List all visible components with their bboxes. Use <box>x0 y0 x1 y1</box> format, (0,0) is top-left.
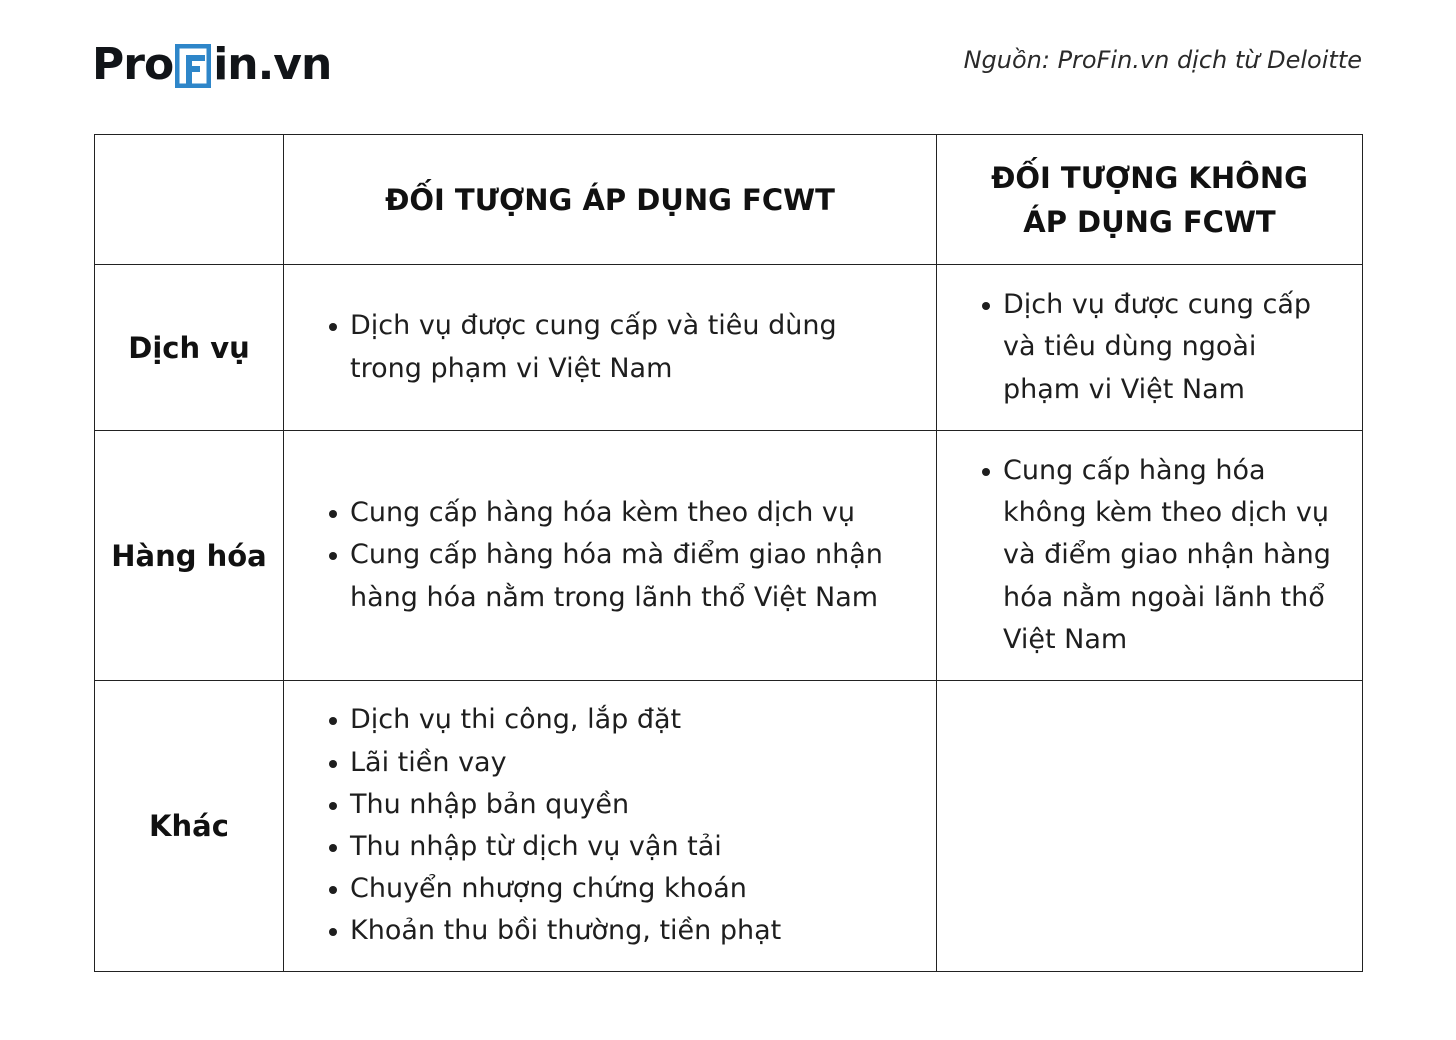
logo-text-left: Pro <box>92 38 174 90</box>
list-item: Lãi tiền vay <box>350 742 936 784</box>
not-applies-cell <box>937 431 1363 681</box>
header-not-applies: ĐỐI TƯỢNG KHÔNG ÁP DỤNG FCWT <box>937 135 1363 265</box>
not-applies-cell <box>937 265 1363 431</box>
list-item: Chuyển nhượng chứng khoán <box>350 868 936 910</box>
list-item: Cung cấp hàng hóa mà điểm giao nhận hàng hóa nằm trong lãnh thổ Việt Nam <box>350 534 916 618</box>
profin-logo <box>92 36 331 92</box>
header-applies: ĐỐI TƯỢNG ÁP DỤNG FCWT <box>284 135 937 265</box>
not-applies-cell-empty <box>937 681 1363 972</box>
not-applies-list <box>937 284 1362 411</box>
applies-list <box>284 699 936 952</box>
list-item: Thu nhập bản quyền <box>350 784 936 826</box>
not-applies-list <box>937 450 1362 661</box>
applies-cell <box>284 265 937 431</box>
fcwt-comparison-table <box>94 134 1363 972</box>
applies-list <box>284 492 936 619</box>
list-item: Khoản thu bồi thường, tiền phạt <box>350 910 936 952</box>
list-item: Dịch vụ thi công, lắp đặt <box>350 699 936 741</box>
list-item: Dịch vụ được cung cấp và tiêu dùng ngoài phạm vi Việt Nam <box>1003 284 1342 411</box>
list-item: Cung cấp hàng hóa không kèm theo dịch vụ và điểm giao nhận hàng hóa nằm ngoài lãnh thổ Việt Nam <box>1003 450 1342 661</box>
row-label-khac: Khác <box>95 681 284 972</box>
source-note: Nguồn: ProFin.vn dịch từ Deloitte <box>963 46 1362 74</box>
table-header-row <box>95 135 1363 265</box>
applies-cell <box>284 431 937 681</box>
table-row <box>95 431 1363 681</box>
row-label-dich-vu: Dịch vụ <box>95 265 284 431</box>
list-item: Dịch vụ được cung cấp và tiêu dùng trong phạm vi Việt Nam <box>350 305 896 389</box>
row-label-hang-hoa: Hàng hóa <box>95 431 284 681</box>
header-empty-cell <box>95 135 284 265</box>
table-row <box>95 265 1363 431</box>
applies-list <box>284 305 936 389</box>
list-item: Thu nhập từ dịch vụ vận tải <box>350 826 936 868</box>
logo-f-mark-icon <box>175 44 211 88</box>
logo-text-right: in.vn <box>213 38 332 90</box>
table-row <box>95 681 1363 972</box>
applies-cell <box>284 681 937 972</box>
list-item: Cung cấp hàng hóa kèm theo dịch vụ <box>350 492 916 534</box>
